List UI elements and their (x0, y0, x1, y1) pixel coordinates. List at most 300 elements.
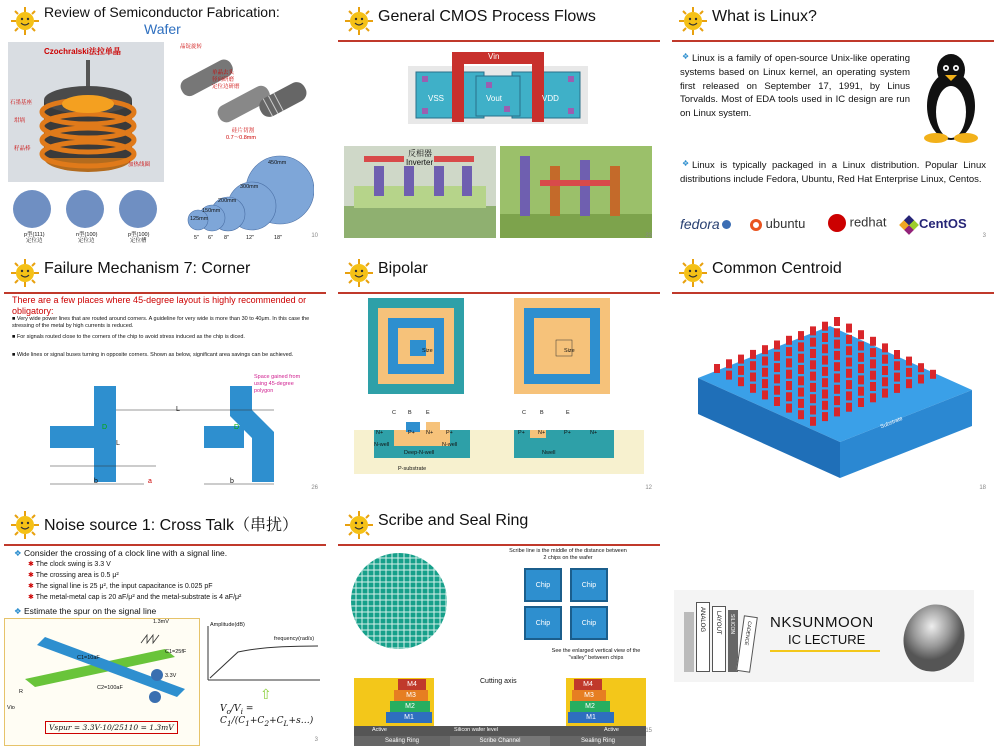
star-icon: ✱ (28, 594, 36, 601)
device-cell (906, 368, 912, 377)
sub-bullet (28, 594, 241, 603)
diamond-bullet-icon: ❖ (682, 159, 690, 168)
device-cell (774, 352, 780, 361)
bullet-main-1 (14, 548, 227, 559)
device-cell (822, 322, 828, 331)
device-cell (846, 358, 852, 367)
bullet-dot-icon: ■ (12, 334, 17, 340)
well-label: Nwell (542, 450, 556, 456)
plot-axis-label: frequency(rad/s) (274, 636, 315, 642)
device-cell (810, 338, 816, 347)
device-cell (798, 354, 804, 363)
label-vdd: VDD (542, 94, 559, 103)
device-cell (798, 399, 804, 408)
sun-logo-icon (344, 6, 374, 36)
device-cell (750, 361, 756, 370)
device-cell (858, 330, 864, 339)
size-label: 5" (194, 235, 200, 241)
dim-label: b (230, 478, 234, 485)
npn-layout-icon (368, 298, 464, 394)
device-cell (846, 403, 852, 412)
title-rule (672, 40, 994, 42)
sun-logo-icon (344, 510, 374, 540)
active-label: Active (372, 727, 387, 733)
bullet-main-2 (14, 606, 156, 617)
terminal-label: E (566, 410, 570, 416)
device-cell (918, 363, 924, 372)
device-cell (762, 357, 768, 366)
czochralski-label: Czochralski法拉单晶 (44, 47, 121, 56)
device-cell (786, 370, 792, 379)
fedora-logo (680, 216, 731, 232)
device-cell (834, 328, 840, 337)
device-cell (870, 348, 876, 357)
furnace-label: 石墨基座 (10, 100, 33, 106)
size-mm-label: 125mm (190, 216, 209, 222)
slide-title: Review of Semiconductor Fabrication: (44, 4, 280, 20)
device-cell (846, 369, 852, 378)
device-cell (786, 358, 792, 367)
sub-bullet (28, 583, 213, 592)
sub-bullet (28, 572, 119, 581)
size-label: 6" (208, 235, 214, 241)
metal-layer: M2 (390, 701, 430, 712)
size-label: Size (422, 348, 433, 354)
device-cell (882, 355, 888, 364)
bullet-text: The clock swing is 3.3 V (35, 561, 111, 568)
metal-layer: M4 (574, 679, 602, 690)
device-cell (714, 364, 720, 373)
size-mm-label: 150mm (202, 208, 221, 214)
chip-box: Chip (524, 568, 562, 602)
device-cell (858, 342, 864, 351)
brand-underline (770, 650, 880, 652)
bode-plot-icon (204, 622, 322, 684)
diamond-bullet-icon: ❖ (14, 606, 24, 616)
wafer-sublabel: 定位边 (26, 238, 43, 244)
device-cell (906, 357, 912, 366)
slide-title: General CMOS Process Flows (378, 8, 596, 25)
device-cell (810, 394, 816, 403)
dim-label: a (148, 478, 152, 485)
bullet-text: The signal line is 25 μ², the input capacitance is 0.025 pF (35, 583, 213, 590)
inverter-cn-label: 反相器 (408, 149, 432, 158)
centos-logo (902, 216, 967, 232)
slide-centroid[interactable] (672, 256, 994, 496)
device-cell (858, 398, 864, 407)
device-cell (834, 340, 840, 349)
device-cell (810, 406, 816, 415)
ubuntu-label: ubuntu (765, 216, 806, 231)
page-number: 26 (311, 485, 318, 491)
terminal-label: C (392, 410, 396, 416)
device-cell (750, 384, 756, 393)
circuit-label: C2=100aF (97, 685, 123, 691)
size-mm-label: 200mm (218, 198, 237, 204)
slide-title: Noise source 1: Cross Talk（串扰） (44, 517, 299, 534)
diamond-bullet-icon: ❖ (14, 548, 24, 558)
slide-corner[interactable] (4, 256, 326, 496)
page-number: 23 (645, 233, 652, 239)
device-cell (858, 375, 864, 384)
device-cell (810, 360, 816, 369)
star-icon: ✱ (28, 572, 36, 579)
device-cell (822, 344, 828, 353)
wafer-photo-icon (896, 600, 970, 674)
wafer-sublabel: 定位边 (78, 238, 95, 244)
device-cell (834, 362, 840, 371)
dim-label: L (116, 440, 120, 447)
device-cell (846, 380, 852, 389)
cross-section-left (344, 146, 496, 238)
bullet-text: Very wide power lines that are routed around corners. A guideline for very wide is more than 30 to 40μm. In this case the stressing of the metal by high currents is reduced. (12, 316, 310, 329)
page-number: 15 (645, 728, 652, 734)
sun-logo-icon (344, 258, 374, 288)
substrate-label: Substrate (879, 415, 904, 431)
sun-logo-icon (678, 6, 708, 36)
circuit-label: 1.3mV (153, 619, 169, 625)
ingot-label: 单晶去头 (212, 70, 235, 76)
device-cell (882, 389, 888, 398)
device-cell (894, 384, 900, 393)
ingot-label: 晶锭旋转 (180, 44, 203, 50)
device-cell (882, 366, 888, 375)
star-icon: ✱ (28, 561, 36, 568)
device-cell (774, 341, 780, 350)
centos-icon (899, 215, 919, 235)
device-cell (870, 382, 876, 391)
slide-title: What is Linux? (712, 8, 817, 25)
fedora-icon (722, 220, 731, 229)
size-label: 12" (246, 235, 255, 241)
slide-linux[interactable] (672, 4, 994, 244)
device-cell (810, 417, 816, 426)
wafer-types-icon (10, 189, 160, 231)
up-arrow-icon: ⇧ (260, 686, 272, 702)
device-cell (906, 379, 912, 388)
device-cell (858, 387, 864, 396)
dim-label: b (94, 478, 98, 485)
size-label: 18" (274, 235, 283, 241)
device-cell (822, 412, 828, 421)
device-cell (810, 383, 816, 392)
device-cell (786, 347, 792, 356)
bullet-text: The metal-metal cap is 20 aF/μ² and the metal-substrate is 4 aF/μ² (35, 594, 242, 601)
title-rule (338, 292, 660, 294)
device-cell (762, 379, 768, 388)
space-gained-note: Space gained from using 45-degree polygon (254, 374, 301, 394)
diamond-bullet-icon: ❖ (682, 52, 690, 61)
device-cell (822, 356, 828, 365)
chip-box: Chip (570, 568, 608, 602)
slide-bipolar[interactable] (338, 256, 660, 496)
size-mm-label: 450mm (268, 160, 287, 166)
metal-layer: M4 (398, 679, 426, 690)
spur-formula: Vspur = 3.3V·10/25110 = 1.3mV (45, 721, 178, 734)
device-cell (870, 393, 876, 402)
dim-label: L (176, 406, 180, 413)
device-cell (798, 365, 804, 374)
redhat-label: redhat (849, 214, 887, 230)
metal-layer: M2 (570, 701, 610, 712)
region-label: N+ (590, 430, 598, 436)
book-title: SILICON (729, 614, 735, 635)
device-cell (738, 355, 744, 364)
ubuntu-logo (750, 216, 805, 231)
sun-logo-icon (10, 6, 40, 36)
device-cell (870, 371, 876, 380)
title-rule (4, 292, 326, 294)
slide-title: Failure Mechanism 7: Corner (44, 260, 251, 277)
scribe-channel-label: Scribe Channel (450, 736, 550, 746)
lecture-label: IC LECTURE (788, 632, 866, 647)
bullet-text: For signals routed close to the corners of the chip to avoid stress induced as the chip is diced. (16, 334, 245, 340)
device-cell (858, 364, 864, 373)
device-cell (930, 370, 936, 379)
size-mm-label: 300mm (240, 184, 259, 190)
bullet-dot-icon: ■ (12, 352, 17, 358)
device-cell (726, 359, 732, 368)
book (712, 606, 726, 672)
crosstalk-circuit (4, 618, 200, 746)
slide-wafer[interactable] (4, 4, 326, 244)
cross-section-right (500, 146, 652, 238)
cross-section-3d-icon (500, 146, 652, 238)
well-label: Deep-N-well (404, 450, 435, 456)
chip-box: Chip (524, 606, 562, 640)
scribe-note: Scribe line is the middle of the distance between 2 chips on the wafer (509, 548, 627, 561)
region-label: P+ (518, 430, 525, 436)
ingot-label: 硅片切割 (232, 128, 255, 134)
device-cell (786, 404, 792, 413)
device-cell (870, 337, 876, 346)
corner-intro: There are a few places where 45-degree layout is highly recommended or obligatory: (12, 295, 307, 317)
device-cell (762, 368, 768, 377)
region-label: P+ (446, 430, 453, 436)
page-number: 12 (645, 485, 652, 491)
device-cell (750, 350, 756, 359)
slide-scribe[interactable] (338, 508, 660, 748)
circuit-label: R (19, 689, 23, 695)
device-cell (894, 361, 900, 370)
title-rule (338, 40, 660, 42)
dim-label: D (102, 424, 108, 431)
slide-title: Common Centroid (712, 260, 842, 277)
books-image (680, 596, 760, 676)
device-cell (798, 376, 804, 385)
book-title: ANALOG (699, 607, 705, 633)
device-cell (786, 336, 792, 345)
device-cell (762, 390, 768, 399)
title-rule (672, 292, 994, 294)
wafer-sublabel: 定位槽 (130, 238, 147, 244)
ingot-image (168, 42, 324, 152)
inverter-label: Inverter (406, 158, 434, 167)
furnace-label: 坩埚 (14, 118, 26, 124)
circuit-label: C1=25fF (165, 649, 187, 655)
page-number: 10 (311, 233, 318, 239)
furnace-image (8, 42, 164, 182)
silicon-label: Silicon wafer level (454, 727, 499, 733)
pnp-layout-icon (514, 298, 610, 394)
active-label: Active (604, 727, 619, 733)
common-centroid-icon (690, 306, 980, 486)
device-cell (774, 397, 780, 406)
device-cell (834, 317, 840, 326)
device-cell (798, 410, 804, 419)
region-label: P+ (564, 430, 571, 436)
wafer-label: n型(100) (76, 232, 98, 238)
sub-bullet (28, 561, 111, 570)
ingot-label: 0.7～0.8mm (226, 135, 256, 141)
device-cell (834, 407, 840, 416)
device-cell (762, 345, 768, 354)
furnace-icon (38, 60, 138, 178)
circuit-label: C1=10aF (77, 655, 100, 661)
region-label: N+ (426, 430, 434, 436)
fedora-label: fedora (680, 216, 720, 232)
bullet-text: Consider the crossing of a clock line with a signal line. (23, 548, 228, 558)
terminal-label: B (540, 410, 544, 416)
redhat-logo (828, 214, 887, 232)
region-label: N+ (538, 430, 546, 436)
title-rule (4, 544, 326, 546)
terminal-label: E (426, 410, 430, 416)
device-cell (798, 342, 804, 351)
bullet-1 (12, 316, 318, 330)
book (696, 602, 710, 672)
metal-layer: M3 (394, 690, 428, 701)
device-cell (858, 353, 864, 362)
device-cell (870, 359, 876, 368)
device-cell (774, 374, 780, 383)
wafer-label: p型(111) (24, 232, 45, 238)
device-cell (894, 350, 900, 359)
page-number: 18 (979, 485, 986, 491)
linux-paragraph-2: Linux is typically packaged in a Linux distribution. Popular Linux distributions include Fedora, Ubuntu, Red Hat Enterprise Linux, Centos. (680, 160, 986, 185)
transfer-formula: $V_o/V_i$ = $C_1/(C_1+C_2+C_L+s\dots)$ (220, 704, 314, 728)
device-cell (846, 391, 852, 400)
bullet-text: Wide lines or signal buses turning in opposite corners. Shown as below, significant area savings can be achieved. (16, 352, 294, 358)
device-cell (786, 392, 792, 401)
book (684, 612, 694, 672)
device-cell (750, 373, 756, 382)
page-number: 3 (314, 737, 318, 743)
ubuntu-icon (750, 219, 762, 231)
label-vss: VSS (428, 94, 445, 103)
device-cell (738, 366, 744, 375)
device-cell (882, 343, 888, 352)
device-cell (894, 373, 900, 382)
active-row (354, 726, 646, 736)
device-cell (846, 346, 852, 355)
chip-box: Chip (570, 606, 608, 640)
dim-label: D (234, 424, 240, 431)
substrate-label: P-substrate (398, 466, 427, 472)
device-cell (822, 333, 828, 342)
linux-paragraph-1: Linux is a family of open-source Unix-like operating systems based on Linux kernel, an operating system first released on September 17, 1991, by Linus Torvalds. Most of EDA tools used in IC design are run on Linux system. (680, 53, 910, 120)
seal-ring-right (566, 678, 646, 726)
device-cell (822, 401, 828, 410)
redhat-icon (828, 214, 846, 232)
device-cell (834, 351, 840, 360)
device-cell (846, 335, 852, 344)
book-title: CADENCE (742, 620, 753, 646)
slide-title: Scribe and Seal Ring (378, 512, 529, 529)
bullet-3 (12, 352, 318, 359)
size-label: Size (564, 348, 575, 354)
seal-ring-left (354, 678, 434, 726)
brand-name: NKSUNMOON (770, 614, 874, 631)
device-cell (738, 377, 744, 386)
metal-layer: M3 (572, 690, 606, 701)
terminal-label: B (408, 410, 412, 416)
wafer-label: p型(100) (128, 232, 150, 238)
wafer-grid-icon (350, 552, 448, 650)
device-cell (774, 386, 780, 395)
label-vin: Vin (488, 52, 500, 61)
size-label: 8" (224, 235, 230, 241)
ingot-label: 定位边研磨 (212, 84, 240, 90)
device-cell (846, 324, 852, 333)
bullet-text: The crossing area is 0.5 μ² (35, 572, 119, 579)
slide-cmos[interactable] (338, 4, 660, 244)
slide-crosstalk[interactable] (4, 508, 326, 748)
cutting-axis-label: Cutting axis (480, 678, 517, 685)
page-number: 3 (982, 233, 986, 239)
device-cell (798, 388, 804, 397)
ingot-label: 径向研磨 (212, 77, 235, 83)
metal-layer: M1 (386, 712, 432, 723)
region-label: P+ (408, 430, 415, 436)
tux-penguin-icon (918, 50, 984, 144)
metal-layer: M1 (568, 712, 614, 723)
sun-logo-icon (678, 258, 708, 288)
furnace-label: 籽晶棒 (14, 146, 31, 152)
device-cell (834, 385, 840, 394)
device-cell (774, 363, 780, 372)
bullet-text: Estimate the spur on the signal line (23, 606, 157, 616)
slide-brand[interactable] (674, 590, 974, 682)
device-cell (798, 331, 804, 340)
terminal-label: C (522, 410, 526, 416)
device-cell (810, 372, 816, 381)
slide-title: Bipolar (378, 260, 428, 277)
device-cell (822, 367, 828, 376)
label-vout: Vout (486, 94, 503, 103)
star-icon: ✱ (28, 583, 36, 590)
device-cell (882, 377, 888, 386)
device-cell (834, 374, 840, 383)
well-label: N-well (442, 442, 458, 448)
sun-logo-icon (10, 258, 40, 288)
title-rule (338, 544, 660, 546)
sealing-ring-label: Sealing Ring (354, 736, 450, 746)
bullet-2 (12, 334, 318, 341)
furnace-label: 加热线圈 (128, 162, 151, 168)
device-cell (918, 375, 924, 384)
bode-plot (204, 622, 322, 684)
device-cell (822, 378, 828, 387)
device-cell (786, 381, 792, 390)
book-title: LAYOUT (715, 611, 721, 635)
plot-axis-label: Amplitude(dB) (210, 622, 245, 628)
device-cell (810, 326, 816, 335)
circuit-label: 3.3V (165, 673, 177, 679)
device-cell (822, 390, 828, 399)
slide-subtitle: Wafer (144, 21, 181, 37)
region-label: N+ (376, 430, 384, 436)
